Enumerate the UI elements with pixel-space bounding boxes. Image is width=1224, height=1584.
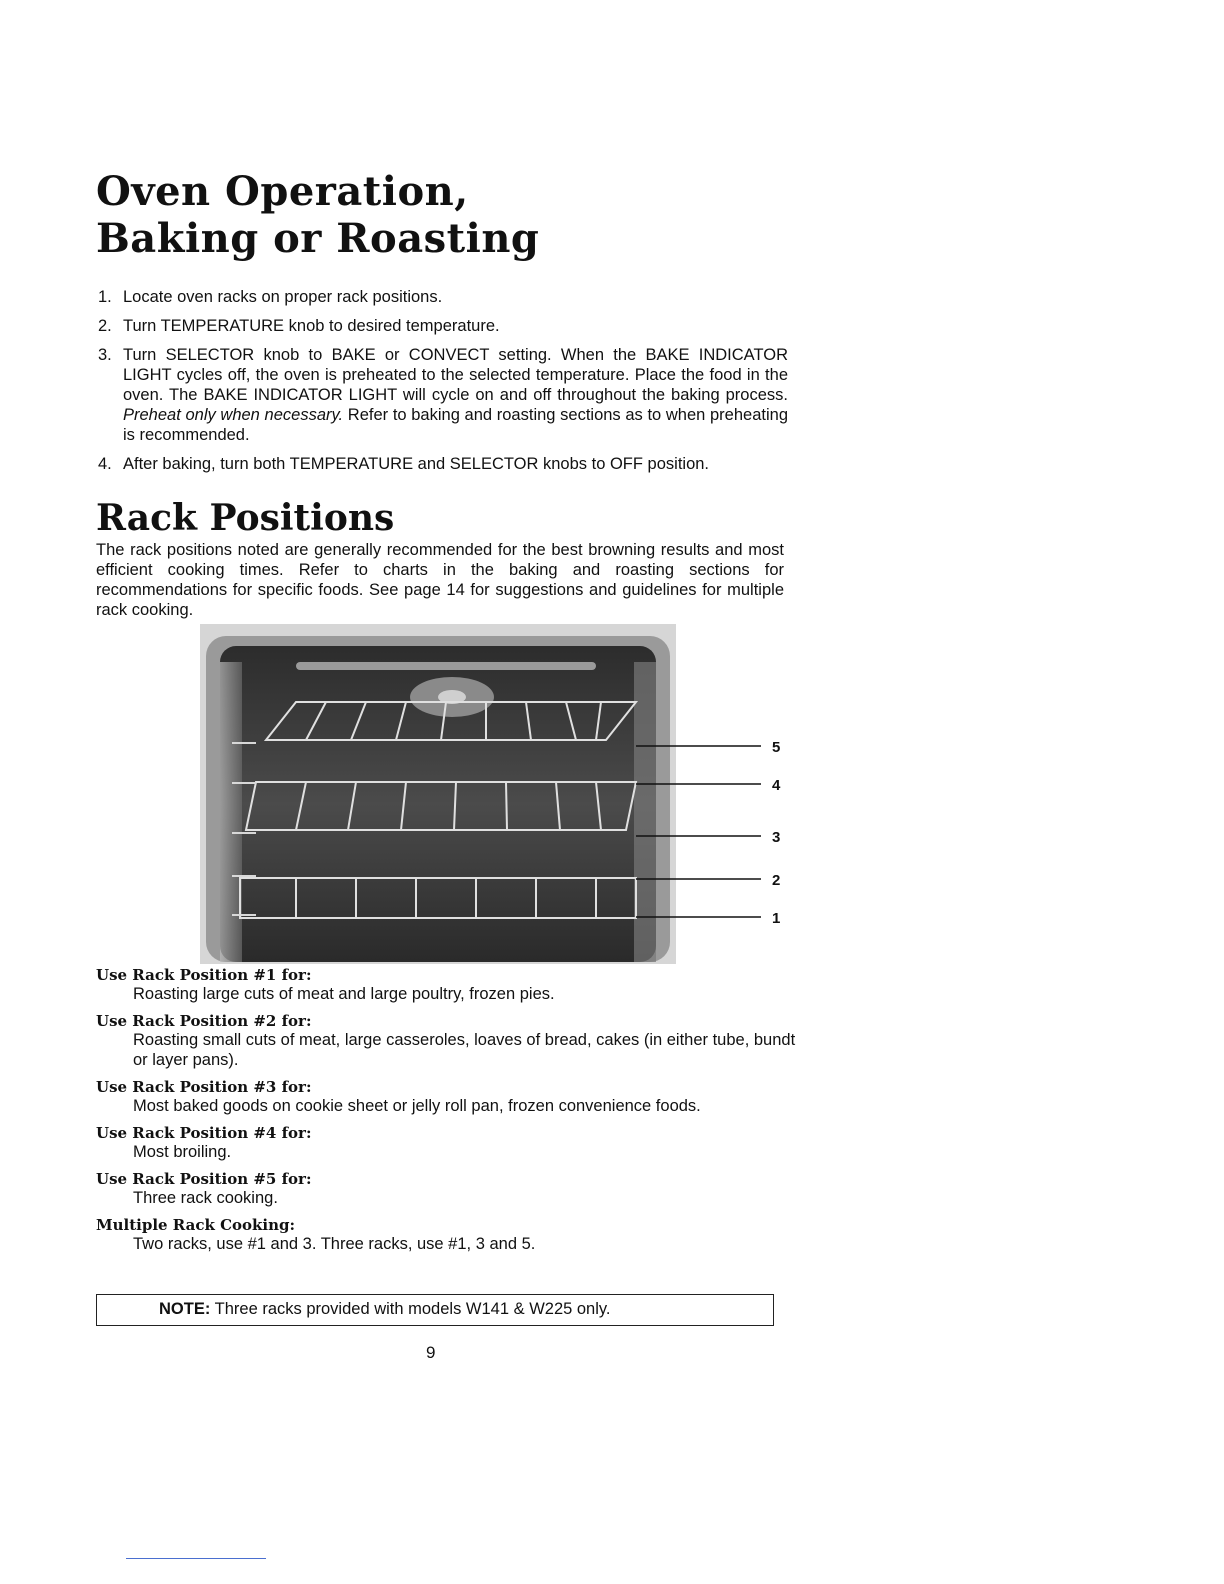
- use-description: Roasting small cuts of meat, large casseroles, loaves of bread, cakes (in either tube, bundt or layer pans).: [133, 1031, 796, 1069]
- title-line-1: Oven Operation,: [96, 168, 469, 215]
- left-wall: [220, 662, 242, 962]
- use-item: [96, 1216, 796, 1254]
- step-text: Locate oven racks on proper rack positions.: [123, 288, 443, 306]
- page-number: 9: [426, 1343, 436, 1362]
- rack-label-4: 4: [772, 777, 781, 794]
- use-description: Two racks, use #1 and 3. Three racks, use #1, 3 and 5.: [133, 1235, 536, 1253]
- rack-label-5: 5: [772, 739, 781, 756]
- step-text: Turn SELECTOR knob to BAKE or CONVECT setting. When the BAKE INDICATOR LIGHT cycles off, the oven is preheated to the selected temperature. Place the food in the oven. The BAKE INDICATOR LIGHT will cycle on and off throughout the baking process.: [123, 346, 788, 404]
- step-text: After baking, turn both TEMPERATURE and SELECTOR knobs to OFF position.: [123, 455, 709, 473]
- step-2: [98, 316, 788, 336]
- oven-rack-diagram: [196, 622, 796, 967]
- step-number: 1.: [98, 288, 112, 306]
- footer-rule: [126, 1558, 266, 1559]
- step-emphasis: Preheat only when necessary.: [123, 406, 344, 424]
- use-item: [96, 1012, 796, 1070]
- use-heading: Use Rack Position #1 for:: [96, 966, 312, 984]
- use-heading: Use Rack Position #4 for:: [96, 1124, 312, 1142]
- use-heading: Use Rack Position #5 for:: [96, 1170, 312, 1188]
- use-description: Roasting large cuts of meat and large poultry, frozen pies.: [133, 985, 555, 1003]
- rack-label-3: 3: [772, 829, 781, 846]
- step-text: Turn TEMPERATURE knob to desired temperature.: [123, 317, 500, 335]
- use-item: [96, 1078, 796, 1116]
- step-number: 3.: [98, 346, 112, 364]
- rack-label-1: 1: [772, 910, 781, 927]
- note-box: [96, 1294, 774, 1326]
- step-4: [98, 454, 788, 474]
- note-label: NOTE:: [159, 1300, 211, 1318]
- use-item: [96, 1170, 796, 1208]
- title-line-2: Baking or Roasting: [96, 215, 540, 262]
- use-heading: Multiple Rack Cooking:: [96, 1216, 296, 1234]
- use-item: [96, 966, 796, 1004]
- use-description: Most baked goods on cookie sheet or jelly roll pan, frozen convenience foods.: [133, 1097, 701, 1115]
- rack-positions-heading: Rack Positions: [96, 497, 395, 539]
- use-heading: Use Rack Position #2 for:: [96, 1012, 312, 1030]
- step-1: [98, 287, 788, 307]
- use-heading: Use Rack Position #3 for:: [96, 1078, 312, 1096]
- broil-element: [296, 662, 596, 670]
- step-3: [98, 345, 788, 445]
- rack-label-2: 2: [772, 872, 781, 889]
- page-title: [96, 168, 539, 262]
- note-text: Three racks provided with models W141 & W225 only.: [214, 1300, 611, 1318]
- rack-positions-intro: The rack positions noted are generally recommended for the best browning results and most efficient cooking times. Refer to charts in the baking and roasting sections for recommendations for specific foods. See page 14 for suggestions and guidelines for multiple rack cooking.: [96, 541, 784, 619]
- rack-uses: [96, 966, 796, 1262]
- step-text-continued: Refer to baking and roasting sections as to when preheating is recommended.: [123, 406, 788, 444]
- step-number: 4.: [98, 455, 112, 473]
- operation-steps: [98, 287, 788, 483]
- use-description: Three rack cooking.: [133, 1189, 278, 1207]
- step-number: 2.: [98, 317, 112, 335]
- use-description: Most broiling.: [133, 1143, 232, 1161]
- use-item: [96, 1124, 796, 1162]
